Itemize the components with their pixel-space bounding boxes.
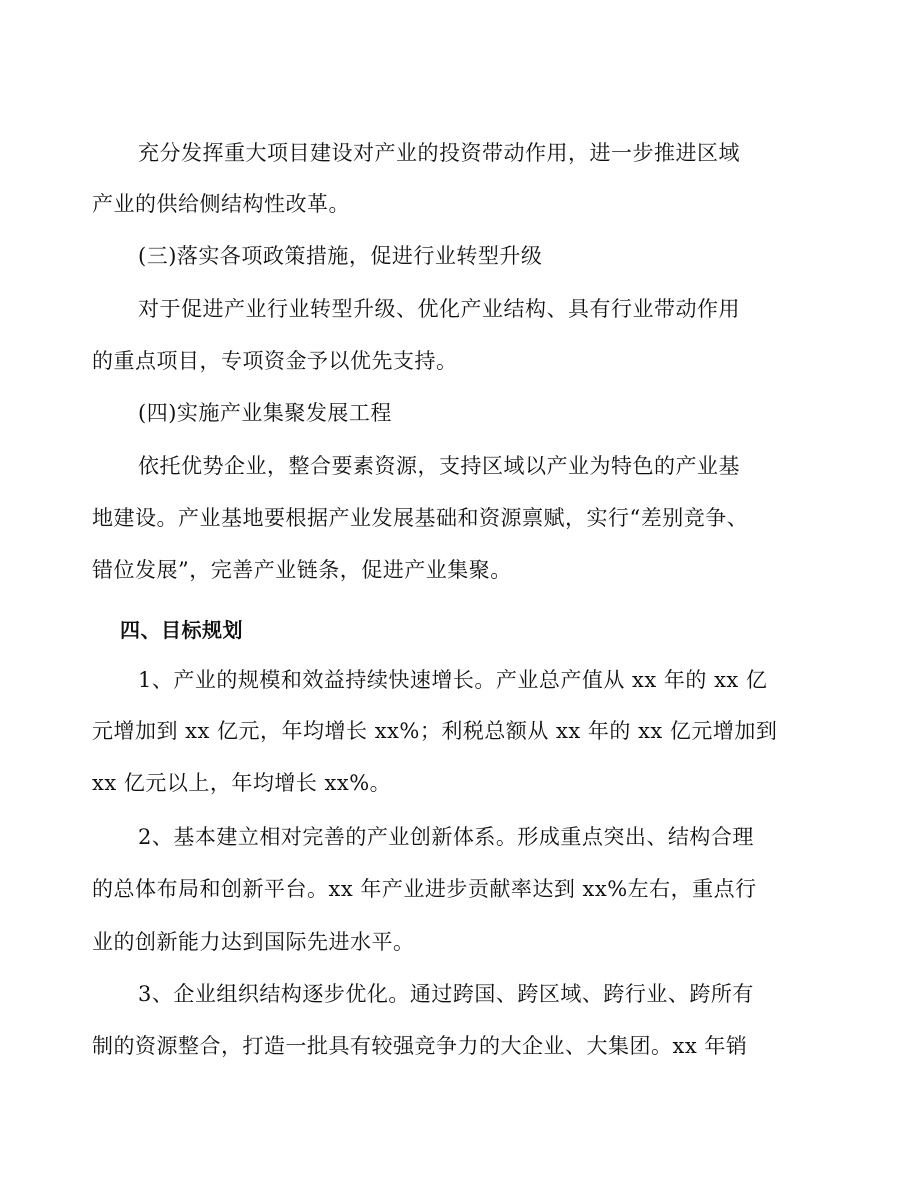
paragraph-line: 错位发展”，完善产业链条，促进产业集聚。 (92, 558, 512, 582)
paragraph-line: 对于促进产业行业转型升级、优化产业结构、具有行业带动作用 (138, 297, 740, 321)
subsection-heading: (三)落实各项政策措施，促进行业转型升级 (138, 244, 543, 268)
subsection-heading: (四)实施产业集聚发展工程 (138, 401, 392, 425)
paragraph-line: 元增加到 xx 亿元，年均增长 xx%；利税总额从 xx 年的 xx 亿元增加到 (92, 719, 778, 743)
section-heading: 四、目标规划 (120, 618, 243, 642)
paragraph-line: 的总体布局和创新平台。xx 年产业进步贡献率达到 xx%左右，重点行 (92, 877, 757, 901)
paragraph-line: 产业的供给侧结构性改革。 (92, 192, 350, 216)
paragraph-line: xx 亿元以上，年均增长 xx%。 (92, 771, 392, 795)
paragraph-line: 地建设。产业基地要根据产业发展基础和资源禀赋，实行“差别竞争、 (92, 506, 749, 530)
paragraph-line: 业的创新能力达到国际先进水平。 (92, 930, 415, 954)
paragraph-line: 3、企业组织结构逐步优化。通过跨国、跨区域、跨行业、跨所有 (138, 982, 754, 1006)
paragraph-line: 制的资源整合，打造一批具有较强竞争力的大企业、大集团。xx 年销 (92, 1034, 748, 1058)
paragraph-line: 充分发挥重大项目建设对产业的投资带动作用，进一步推进区域 (138, 141, 740, 165)
paragraph-line: 1、产业的规模和效益持续快速增长。产业总产值从 xx 年的 xx 亿 (138, 668, 768, 692)
paragraph-line: 2、基本建立相对完善的产业创新体系。形成重点突出、结构合理 (138, 825, 754, 849)
paragraph-line: 依托优势企业，整合要素资源，支持区域以产业为特色的产业基 (138, 454, 740, 478)
paragraph-line: 的重点项目，专项资金予以优先支持。 (92, 349, 458, 373)
